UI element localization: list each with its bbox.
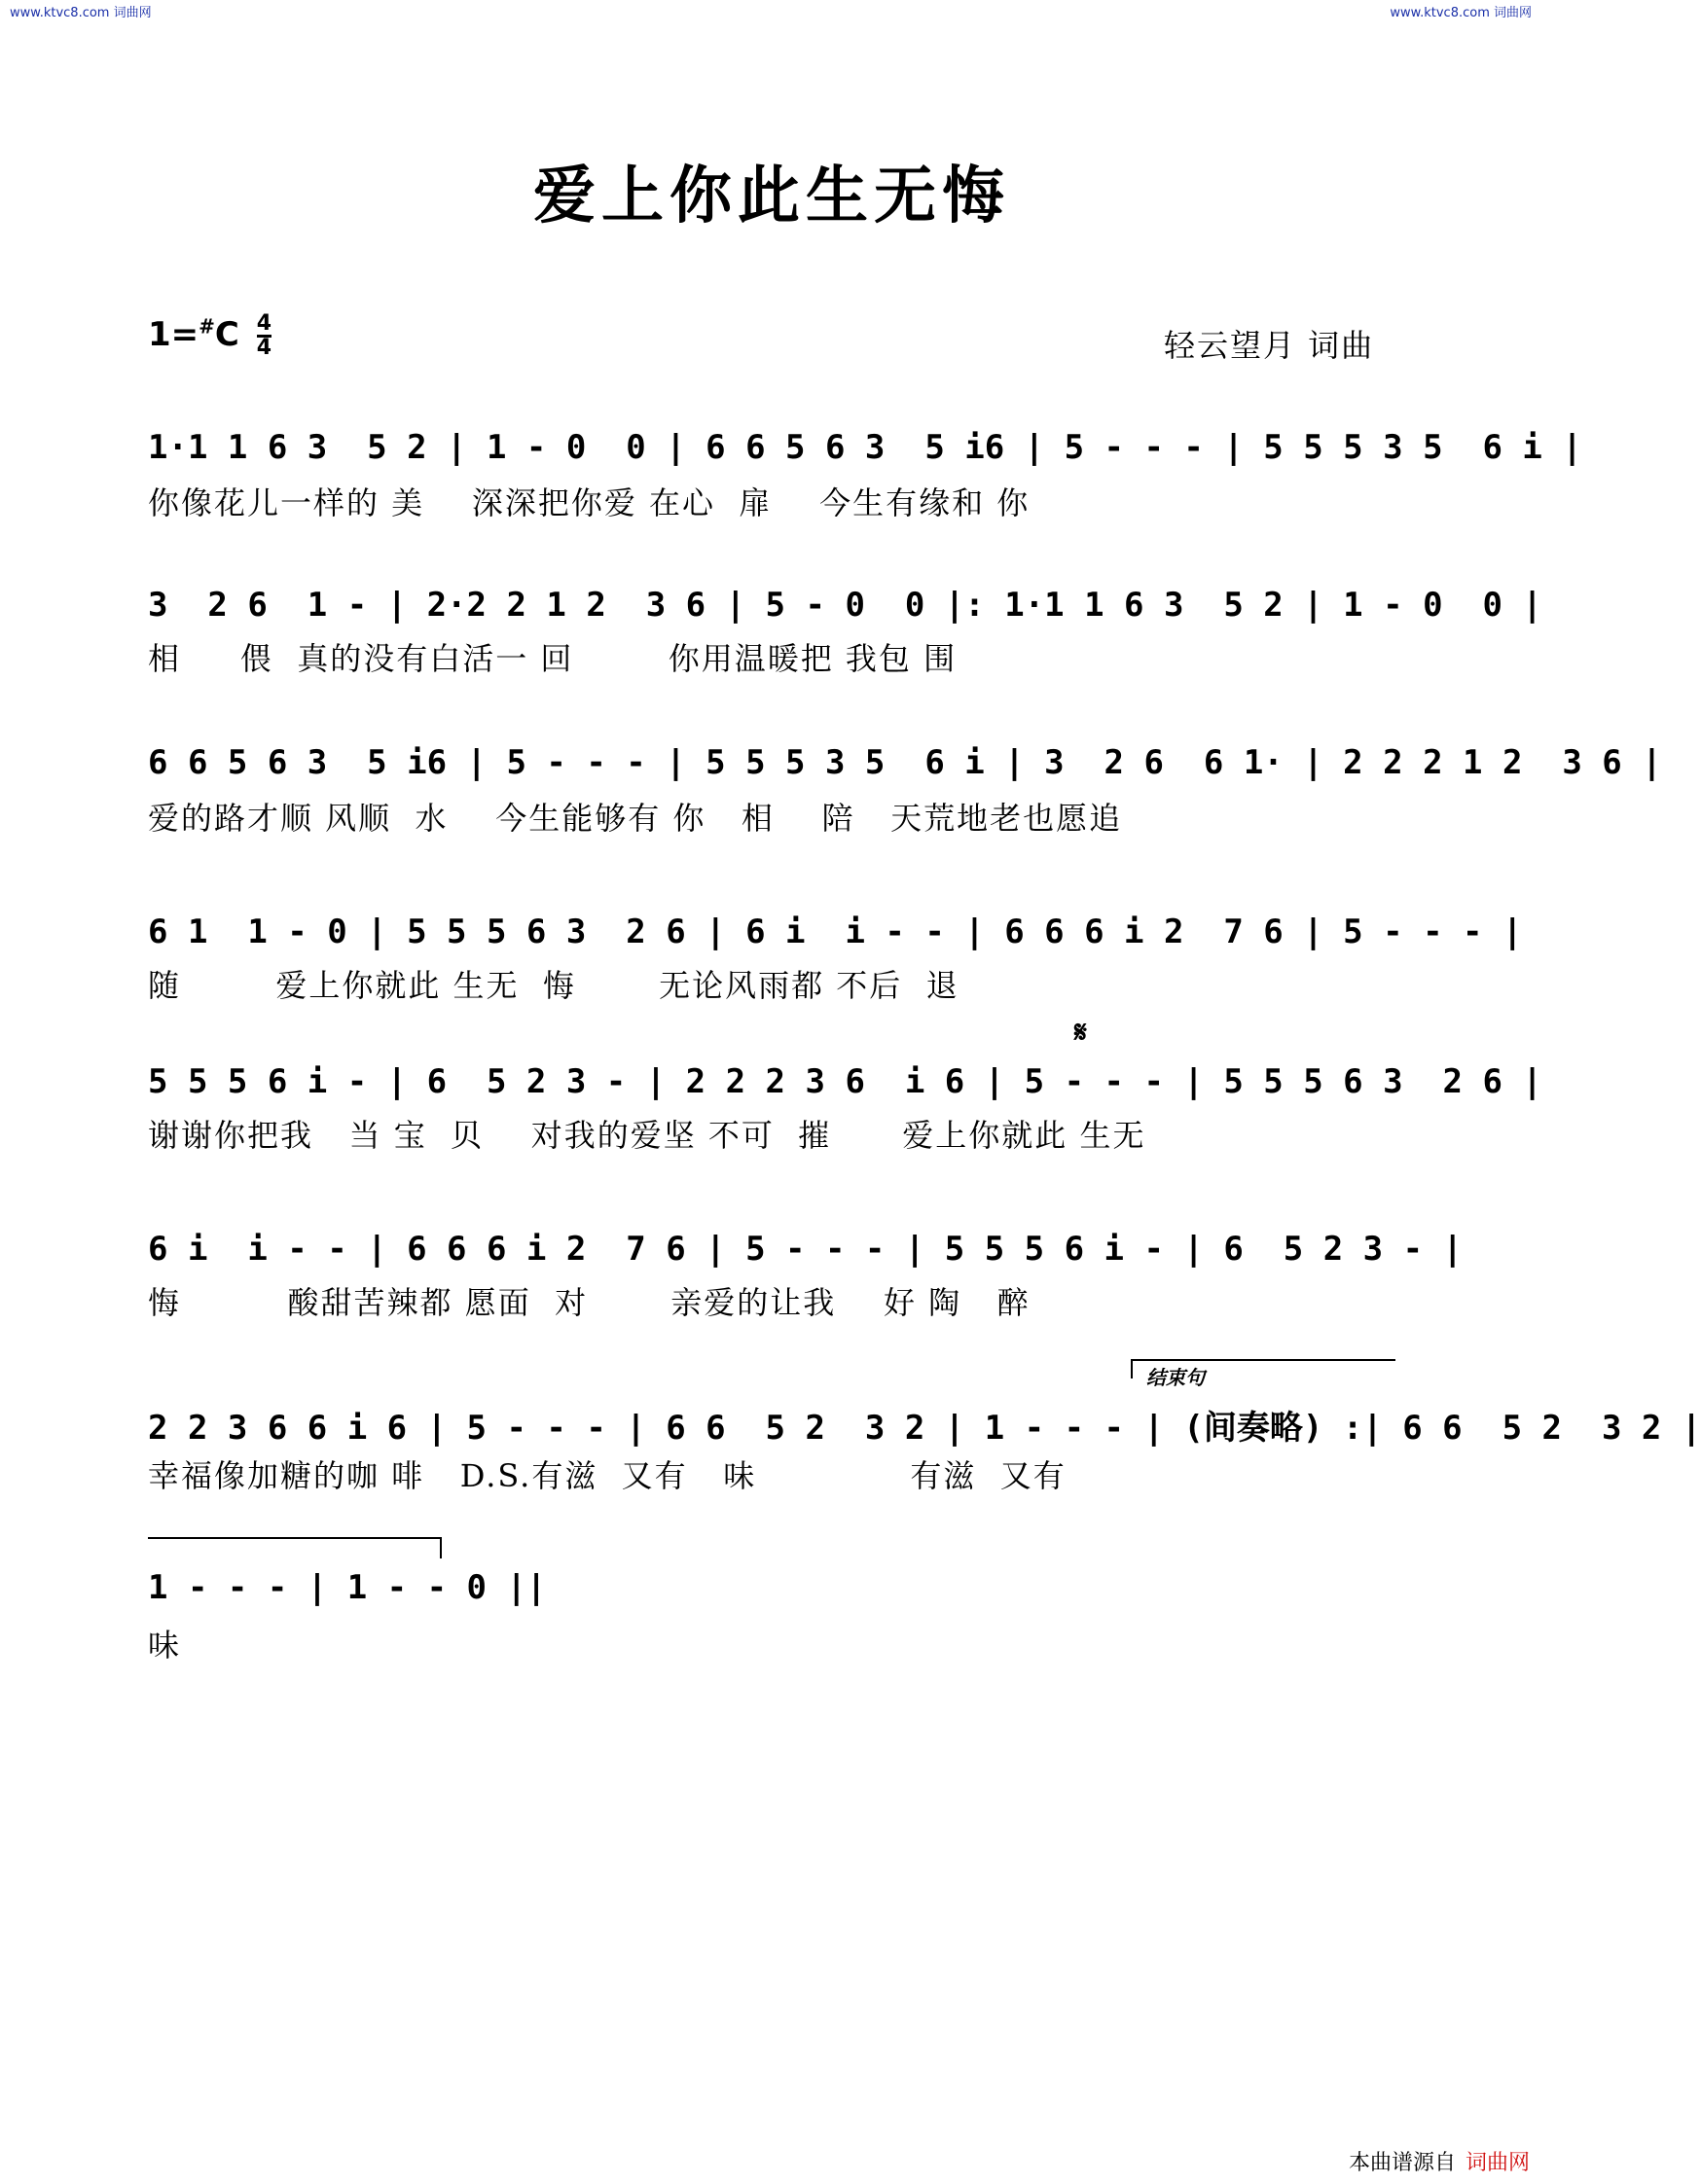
lyrics-line: 你像花儿一样的 美 深深把你爱 在心 扉 今生有缘和 你	[148, 484, 1031, 521]
footer-source: 本曲谱源自	[1348, 2151, 1456, 2175]
sharp-sign: #	[199, 314, 215, 339]
meter-bottom: 4	[256, 336, 272, 360]
lyrics-line: 谢谢你把我 当 宝 贝 对我的爱坚 不可 摧 爱上你就此 生无	[148, 1117, 1146, 1154]
lyrics-line: 幸福像加糖的咖 啡 D.S.有滋 又有 味 有滋 又有	[148, 1457, 1067, 1494]
lyrics-line: 悔 酸甜苦辣都 愿面 对 亲爱的让我 好 陶 醉	[148, 1284, 1031, 1321]
lyrics-line: 爱的路才顺 风顺 水 今生能够有 你 相 陪 天荒地老也愿追	[148, 800, 1123, 837]
footer-site-link[interactable]: 词曲网	[1465, 2151, 1530, 2175]
watermark-right: www.ktvc8.com 词曲网	[1390, 6, 1532, 20]
notation-line: 2 2 3 6 6 i 6 | 5 - - - | 6 6 5 2 3 2 | 1 - - - | (间奏略) :| 6 6 5 2 3 2 |	[148, 1409, 1701, 1448]
watermark-left: www.ktvc8.com 词曲网	[10, 6, 152, 20]
notation-line: 6 1 1 - 0 | 5 5 5 6 3 2 6 | 6 i i - - | 6 6 6 i 2 7 6 | 5 - - - |	[148, 913, 1523, 951]
segno-sign: 𝄋	[1074, 1016, 1087, 1050]
key-prefix: 1=	[148, 315, 199, 354]
composer-credit: 轻云望月 词曲	[1164, 327, 1375, 364]
ending-bracket-continuation	[148, 1537, 442, 1558]
lyrics-line: 味	[148, 1627, 182, 1664]
lyrics-line: 相 偎 真的没有白活一 回 你用温暖把 我包 围	[148, 640, 958, 677]
ending-label: 结束句	[1146, 1366, 1205, 1389]
notation-line: 5 5 5 6 i - | 6 5 2 3 - | 2 2 2 3 6 i 6 | 5 - - - | 5 5 5 6 3 2 6 |	[148, 1062, 1542, 1101]
key-signature	[148, 313, 271, 359]
notation-line: 3 2 6 1 - | 2·2 2 1 2 3 6 | 5 - 0 0 |: 1·1 1 6 3 5 2 | 1 - 0 0 |	[148, 586, 1542, 625]
notation-line: 6 6 5 6 3 5 i6 | 5 - - - | 5 5 5 3 5 6 i | 3 2 6 6 1· | 2 2 2 1 2 3 6 |	[148, 743, 1662, 782]
lyrics-line: 随 爱上你就此 生无 悔 无论风雨都 不后 退	[148, 967, 959, 1004]
time-signature	[257, 313, 271, 359]
notation-line: 1·1 1 6 3 5 2 | 1 - 0 0 | 6 6 5 6 3 5 i6 | 5 - - - | 5 5 5 3 5 6 i |	[148, 428, 1582, 467]
meter-top: 4	[256, 311, 272, 336]
notation-line: 1 - - - | 1 - - 0 ||	[148, 1568, 547, 1607]
footer	[1349, 2146, 1530, 2176]
notation-line: 6 i i - - | 6 6 6 i 2 7 6 | 5 - - - | 5 5 5 6 i - | 6 5 2 3 - |	[148, 1230, 1464, 1269]
key-note: C	[214, 315, 239, 354]
song-title: 爱上你此生无悔	[533, 160, 1010, 233]
